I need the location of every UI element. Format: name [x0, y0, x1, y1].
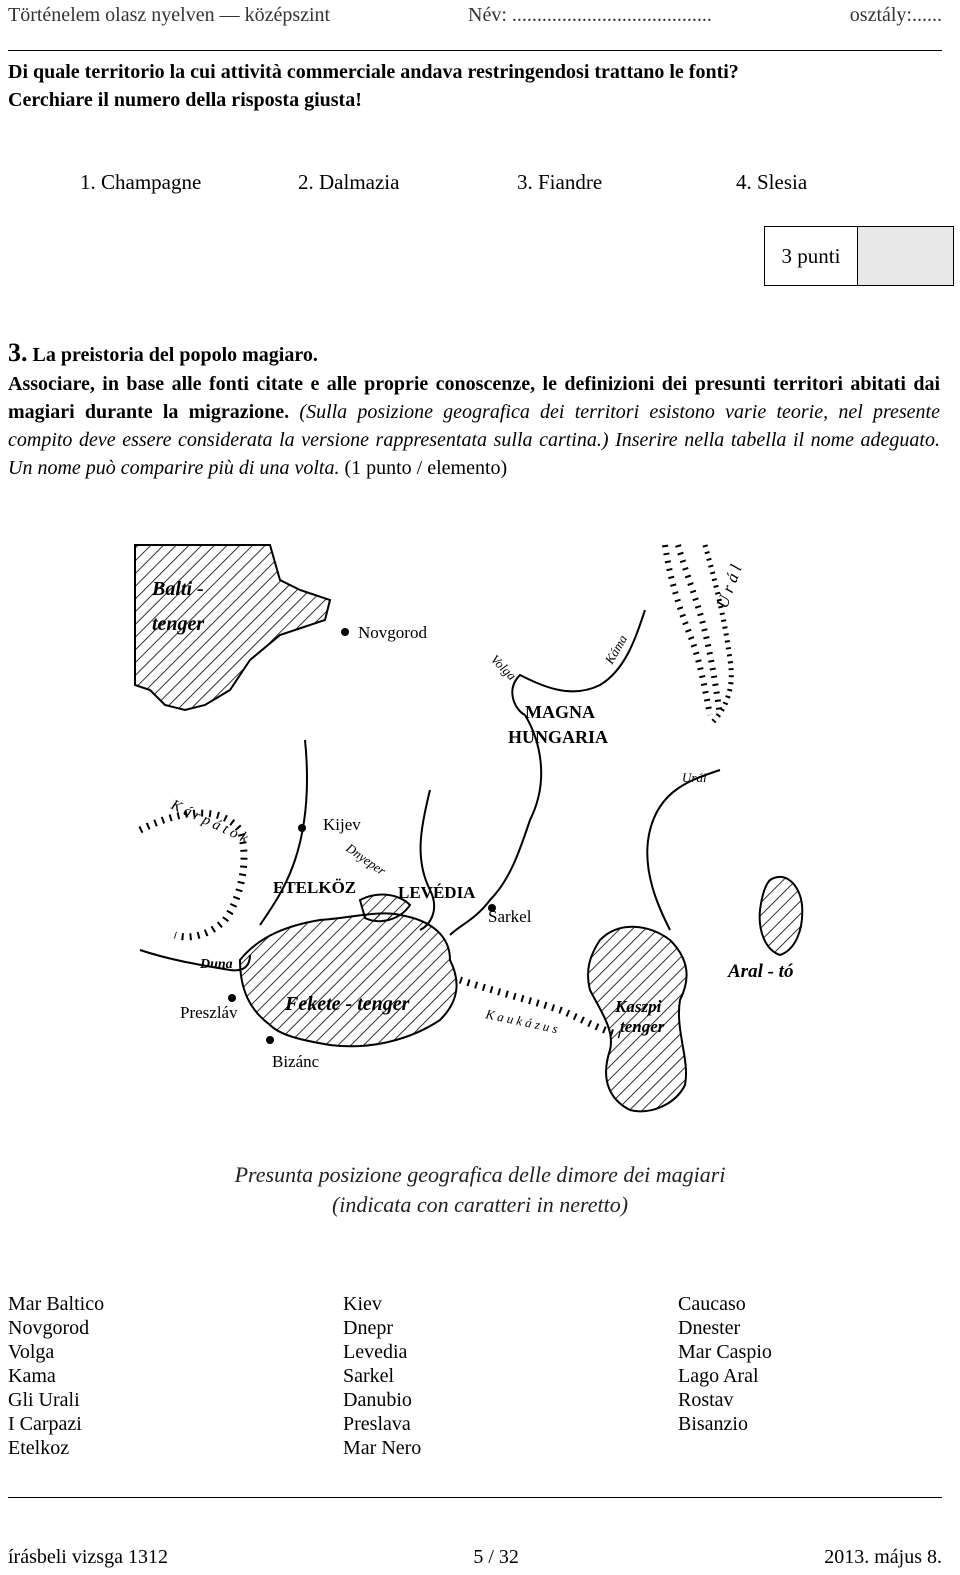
answer-options [0, 170, 960, 198]
section-title-text: La preistoria del popolo magiaro. [32, 344, 318, 366]
instructions [8, 370, 940, 482]
list-item: Lago Aral [678, 1365, 759, 1387]
page-header [8, 0, 942, 30]
label-karpatok: K á r p á t o k [168, 797, 251, 847]
footer-page-number: 5 / 32 [473, 1545, 519, 1568]
map-caption [0, 1160, 960, 1220]
option-2[interactable]: 2. Dalmazia [298, 170, 400, 194]
list-item: Dnepr [343, 1317, 393, 1339]
label-volga: Volga [487, 651, 520, 684]
preszlav-dot [228, 994, 236, 1002]
section-number: 3. [8, 338, 28, 367]
label-aral: Aral - tó [728, 961, 794, 982]
caption-line-2: (indicata con caratteri in neretto) [331, 1192, 629, 1217]
label-duna: Duna [200, 957, 233, 972]
label-kaszpi-2: tenger [620, 1017, 665, 1036]
page-footer [8, 1542, 942, 1572]
option-3[interactable]: 3. Fiandre [517, 170, 603, 194]
label-bizanc: Bizánc [272, 1052, 320, 1071]
list-item: Sarkel [343, 1365, 395, 1387]
label-hungaria: HUNGARIA [508, 727, 609, 747]
label-fekete: Fekete - tenger [285, 993, 410, 1015]
question-line-2: Cerchiare il numero della risposta giusta! [8, 89, 362, 111]
label-sarkel: Sarkel [488, 907, 532, 926]
label-preszlav: Preszláv [180, 1003, 238, 1022]
list-item: Bisanzio [678, 1413, 748, 1435]
label-balti-1: Balti - [152, 578, 204, 600]
kama-volga-river [512, 610, 645, 715]
instructions-italic: (Sulla posizione geografica dei territori esistono varie teorie, nel presente compito deve essere considerata la versione rappresentata sulla cartina.) Inserire nella tabella il nome adeguato. Un nome può comparire più di una volta. [8, 401, 940, 479]
list-item: Caucaso [678, 1293, 746, 1315]
question-text [8, 58, 948, 114]
list-item: Levedia [343, 1341, 408, 1363]
header-divider [8, 50, 942, 51]
list-item: Kama [8, 1365, 56, 1387]
dnieper-river [260, 740, 307, 925]
label-magna: MAGNA [525, 702, 595, 722]
ural-river [647, 770, 720, 930]
points-score-cell[interactable] [858, 227, 953, 285]
caption-line-1: Presunta posizione geografica delle dimore dei magiari [234, 1162, 726, 1187]
label-ural-river: Urál [682, 770, 707, 785]
list-item: Danubio [343, 1389, 412, 1411]
list-item: Novgorod [8, 1317, 90, 1339]
header-name-field: Név: ........................................ [468, 3, 712, 26]
list-item: Gli Urali [8, 1389, 80, 1411]
footer-date: 2013. május 8. [824, 1545, 942, 1568]
list-item: Preslava [343, 1413, 411, 1435]
instructions-points: (1 punto / elemento) [344, 457, 508, 479]
label-kaukazus: K a u k á z u s [484, 1006, 560, 1037]
option-4[interactable]: 4. Slesia [736, 170, 808, 194]
name-column-1 [8, 1292, 104, 1460]
volga-river [450, 715, 541, 935]
list-item: I Carpazi [8, 1413, 82, 1435]
label-kijev: Kijev [323, 815, 361, 834]
novgorod-dot [341, 628, 349, 636]
label-dnyeper: Dnyeper [343, 840, 389, 879]
option-1[interactable]: 1. Champagne [80, 170, 202, 194]
kijev-dot [298, 824, 306, 832]
name-column-3 [678, 1292, 772, 1436]
instructions-bold: Associare, in base alle fonti citate e alle proprie conoscenze, le definizioni dei presunti territori abitati dai magiari durante la migrazione. [8, 373, 940, 423]
bizanc-dot [266, 1036, 274, 1044]
question-line-1: Di quale territorio la cui attività commerciale andava restringendosi trattano le fonti? [8, 61, 739, 83]
aral-lake-shape [760, 877, 803, 955]
points-label: 3 punti [765, 227, 858, 285]
footer-divider [8, 1497, 942, 1498]
name-column-2 [343, 1292, 421, 1460]
list-item: Kiev [343, 1293, 382, 1315]
section-title [8, 338, 318, 368]
footer-exam-code: írásbeli vizsga 1312 [8, 1545, 168, 1568]
label-kama: Káma [601, 632, 631, 667]
historical-map [130, 540, 830, 1135]
ural-mountains [665, 545, 720, 715]
danube-river [140, 950, 250, 970]
label-novgorod: Novgorod [358, 623, 427, 642]
list-item: Dnester [678, 1317, 741, 1339]
list-item: Mar Baltico [8, 1293, 105, 1315]
label-ural-mtn: U r á l [712, 562, 746, 611]
label-levedia: LEVÉDIA [398, 883, 476, 902]
list-item: Mar Caspio [678, 1341, 772, 1363]
list-item: Volga [8, 1341, 55, 1363]
black-sea-shape [240, 913, 457, 1046]
label-etelkoz: ETELKÖZ [273, 878, 357, 897]
header-class-field: osztály:...... [849, 3, 942, 26]
list-item: Rostav [678, 1389, 734, 1411]
list-item: Mar Nero [343, 1437, 422, 1459]
points-box [764, 226, 954, 286]
label-kaszpi-1: Kaszpi [615, 997, 662, 1016]
label-balti-2: tenger [152, 613, 205, 635]
header-subject: Történelem olasz nyelven — középszint [8, 3, 331, 26]
list-item: Etelkoz [8, 1437, 70, 1459]
